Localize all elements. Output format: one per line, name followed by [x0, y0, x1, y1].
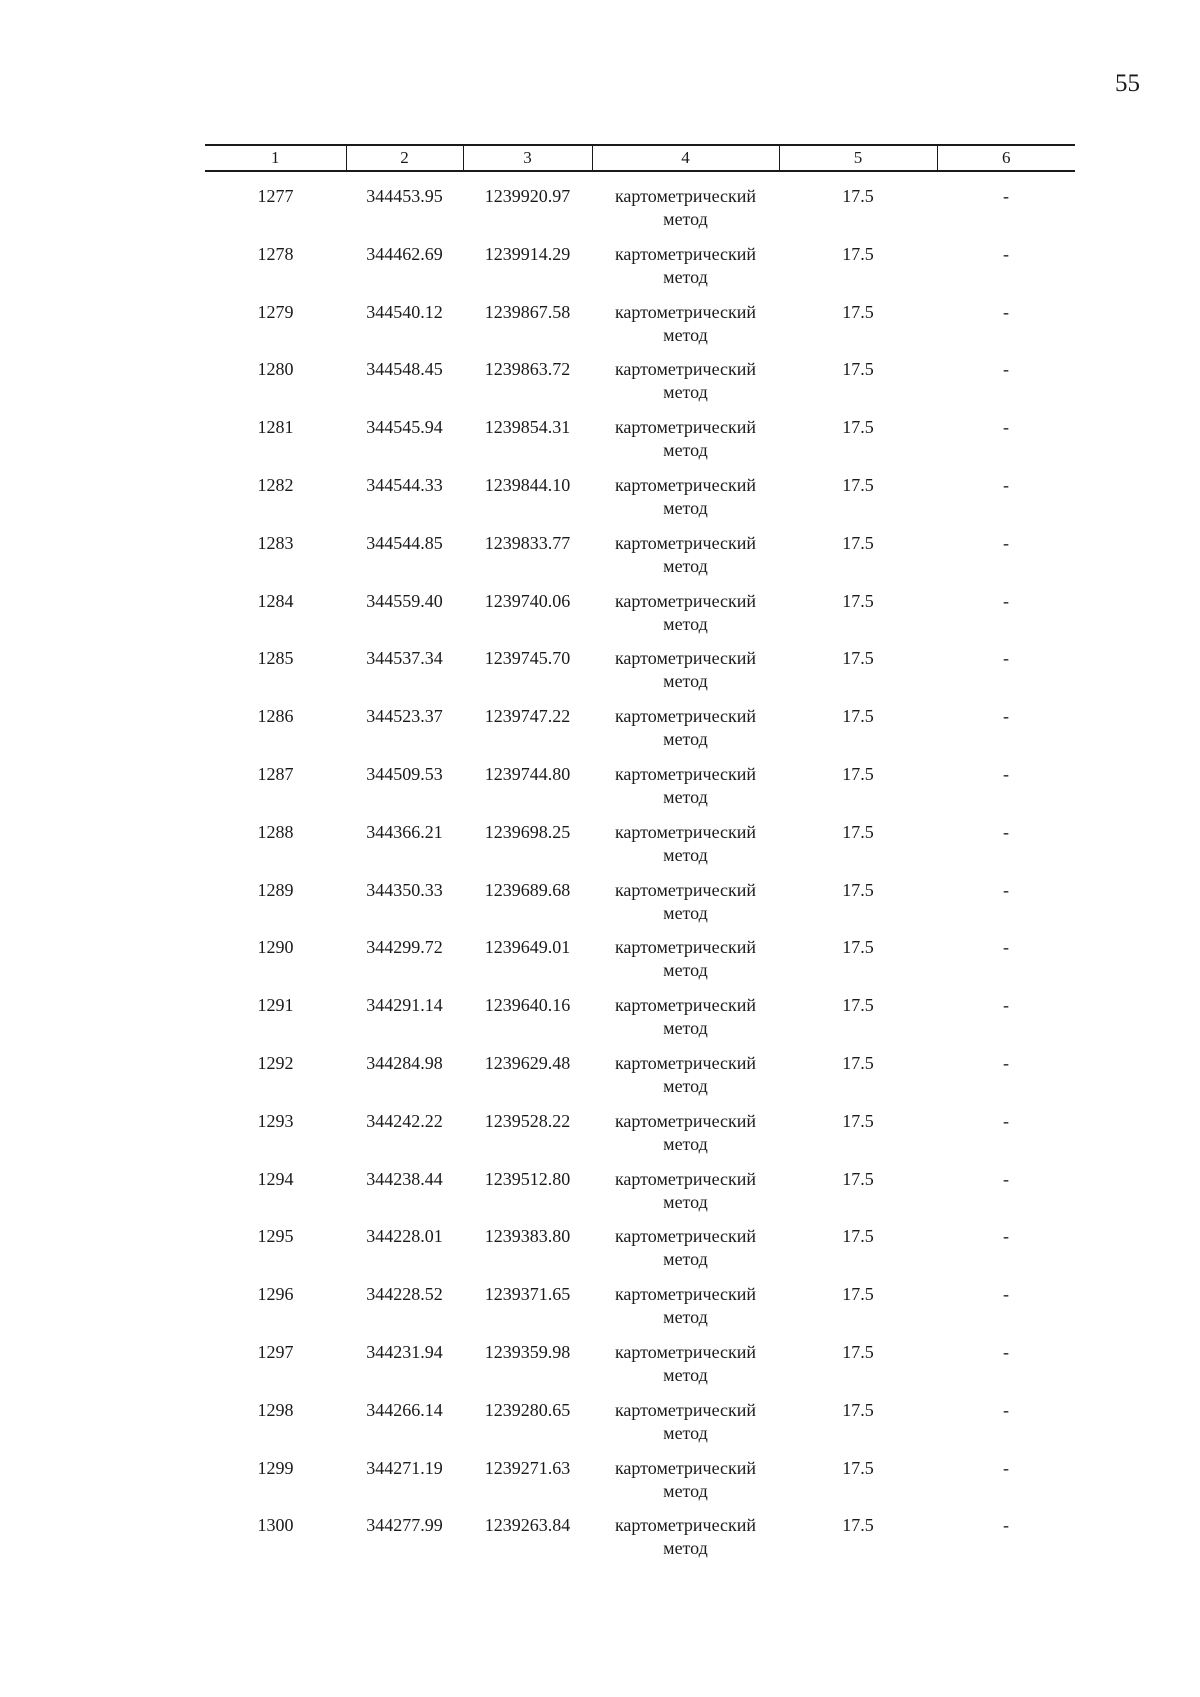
y-coordinate-cell: 1239833.77 [484, 532, 571, 553]
note-cell: - [1003, 1457, 1009, 1478]
note-cell: - [1003, 879, 1009, 900]
method-cell [592, 879, 779, 937]
table-row [205, 994, 1075, 1052]
method-cell [592, 705, 779, 763]
note-cell: - [1003, 359, 1009, 380]
x-coordinate-cell: 344453.95 [366, 186, 443, 206]
method-line-2: метод [663, 382, 708, 403]
note-cell: - [1003, 937, 1009, 958]
y-coordinate-cell: 1239867.58 [484, 301, 571, 322]
error-cell: 17.5 [842, 648, 874, 669]
error-cell: 17.5 [842, 1226, 874, 1247]
x-coordinate-cell: 344548.45 [366, 359, 443, 380]
note-cell: - [1003, 1341, 1009, 1362]
method-line-2: метод [663, 1538, 708, 1559]
error-cell: 17.5 [842, 763, 874, 784]
x-coordinate-cell: 344271.19 [366, 1457, 443, 1478]
point-number-cell: 1293 [257, 1110, 294, 1131]
note-cell: - [1003, 417, 1009, 438]
header-col-1: 1 [205, 145, 346, 171]
y-coordinate-cell: 1239747.22 [484, 706, 571, 727]
x-coordinate-cell: 344523.37 [366, 706, 443, 727]
method-line-2: метод [663, 960, 708, 981]
y-coordinate-cell: 1239740.06 [484, 590, 571, 611]
table-row [205, 936, 1075, 994]
point-number-cell: 1278 [257, 243, 294, 264]
coordinates-table [205, 144, 1075, 1572]
method-line-2: метод [663, 613, 708, 634]
method-cell [592, 1457, 779, 1515]
error-cell: 17.5 [842, 590, 874, 611]
y-coordinate-cell: 1239698.25 [484, 821, 571, 842]
header-col-4: 4 [592, 145, 779, 171]
error-cell: 17.5 [842, 706, 874, 727]
method-line-2: метод [663, 1191, 708, 1212]
method-line-2: метод [663, 844, 708, 865]
point-number-cell: 1291 [257, 995, 294, 1016]
table-row [205, 1341, 1075, 1399]
table-header [205, 145, 1075, 171]
method-line-2: метод [663, 555, 708, 576]
error-cell: 17.5 [842, 359, 874, 380]
method-line-1: картометрический [614, 879, 757, 900]
point-number-cell: 1287 [257, 763, 294, 784]
method-line-2: метод [663, 1133, 708, 1154]
error-cell: 17.5 [842, 937, 874, 958]
x-coordinate-cell: 344544.85 [366, 532, 443, 553]
method-line-1: картометрический [614, 301, 757, 322]
method-line-1: картометрический [614, 821, 757, 842]
y-coordinate-cell: 1239854.31 [484, 417, 571, 438]
point-number-cell: 1277 [257, 186, 294, 206]
table-row [205, 763, 1075, 821]
y-coordinate-cell: 1239844.10 [484, 474, 571, 495]
method-line-1: картометрический [614, 1052, 757, 1073]
method-line-2: метод [663, 1075, 708, 1096]
method-line-2: метод [663, 1249, 708, 1270]
method-cell [592, 1514, 779, 1572]
table-row [205, 1457, 1075, 1515]
method-line-1: картометрический [614, 1341, 757, 1362]
method-line-1: картометрический [614, 186, 757, 206]
table-row [205, 358, 1075, 416]
method-line-1: картометрический [614, 474, 757, 495]
error-cell: 17.5 [842, 1399, 874, 1420]
point-number-cell: 1285 [257, 648, 294, 669]
x-coordinate-cell: 344238.44 [366, 1168, 443, 1189]
table-row [205, 185, 1075, 243]
method-line-1: картометрический [614, 532, 757, 553]
table-row [205, 821, 1075, 879]
note-cell: - [1003, 532, 1009, 553]
y-coordinate-cell: 1239359.98 [484, 1341, 571, 1362]
method-line-1: картометрический [614, 243, 757, 264]
header-col-5: 5 [779, 145, 937, 171]
method-line-1: картометрический [614, 763, 757, 784]
method-cell [592, 474, 779, 532]
point-number-cell: 1281 [257, 417, 294, 438]
method-cell [592, 994, 779, 1052]
method-cell [592, 1283, 779, 1341]
method-cell [592, 532, 779, 590]
y-coordinate-cell: 1239629.48 [484, 1052, 571, 1073]
header-row [205, 145, 1075, 171]
note-cell: - [1003, 1399, 1009, 1420]
x-coordinate-cell: 344537.34 [366, 648, 443, 669]
note-cell: - [1003, 1284, 1009, 1305]
method-cell [592, 1168, 779, 1226]
x-coordinate-cell: 344228.01 [366, 1226, 443, 1247]
method-line-1: картометрический [614, 995, 757, 1016]
y-coordinate-cell: 1239383.80 [484, 1226, 571, 1247]
table-row [205, 1225, 1075, 1283]
error-cell: 17.5 [842, 1457, 874, 1478]
x-coordinate-cell: 344462.69 [366, 243, 443, 264]
y-coordinate-cell: 1239744.80 [484, 763, 571, 784]
page-number: 55 [1115, 70, 1140, 97]
table-row [205, 879, 1075, 937]
method-line-2: метод [663, 324, 708, 345]
method-line-2: метод [663, 497, 708, 518]
method-line-2: метод [663, 1018, 708, 1039]
point-number-cell: 1288 [257, 821, 294, 842]
method-line-1: картометрический [614, 937, 757, 958]
error-cell: 17.5 [842, 1341, 874, 1362]
method-line-2: метод [663, 440, 708, 461]
table-row [205, 416, 1075, 474]
method-line-1: картометрический [614, 417, 757, 438]
method-line-1: картометрический [614, 1168, 757, 1189]
note-cell: - [1003, 1110, 1009, 1131]
table-body [205, 171, 1075, 1572]
point-number-cell: 1299 [257, 1457, 294, 1478]
x-coordinate-cell: 344509.53 [366, 763, 443, 784]
note-cell: - [1003, 186, 1009, 206]
point-number-cell: 1289 [257, 879, 294, 900]
table-row [205, 301, 1075, 359]
method-line-2: метод [663, 1480, 708, 1501]
point-number-cell: 1286 [257, 706, 294, 727]
method-cell [592, 301, 779, 359]
method-line-2: метод [663, 902, 708, 923]
table-row [205, 1514, 1075, 1572]
note-cell: - [1003, 821, 1009, 842]
x-coordinate-cell: 344299.72 [366, 937, 443, 958]
method-line-1: картометрический [614, 359, 757, 380]
x-coordinate-cell: 344544.33 [366, 474, 443, 495]
error-cell: 17.5 [842, 186, 874, 206]
y-coordinate-cell: 1239745.70 [484, 648, 571, 669]
method-line-1: картометрический [614, 648, 757, 669]
y-coordinate-cell: 1239263.84 [484, 1515, 571, 1536]
point-number-cell: 1295 [257, 1226, 294, 1247]
x-coordinate-cell: 344242.22 [366, 1110, 443, 1131]
header-col-6: 6 [937, 145, 1075, 171]
x-coordinate-cell: 344277.99 [366, 1515, 443, 1536]
table-row [205, 1283, 1075, 1341]
y-coordinate-cell: 1239649.01 [484, 937, 571, 958]
method-line-2: метод [663, 1307, 708, 1328]
error-cell: 17.5 [842, 243, 874, 264]
point-number-cell: 1297 [257, 1341, 294, 1362]
x-coordinate-cell: 344545.94 [366, 417, 443, 438]
error-cell: 17.5 [842, 1168, 874, 1189]
x-coordinate-cell: 344266.14 [366, 1399, 443, 1420]
note-cell: - [1003, 1515, 1009, 1536]
point-number-cell: 1294 [257, 1168, 294, 1189]
table-row [205, 647, 1075, 705]
method-line-1: картометрический [614, 706, 757, 727]
error-cell: 17.5 [842, 474, 874, 495]
y-coordinate-cell: 1239280.65 [484, 1399, 571, 1420]
y-coordinate-cell: 1239914.29 [484, 243, 571, 264]
y-coordinate-cell: 1239512.80 [484, 1168, 571, 1189]
note-cell: - [1003, 1168, 1009, 1189]
table-row [205, 590, 1075, 648]
note-cell: - [1003, 648, 1009, 669]
point-number-cell: 1290 [257, 937, 294, 958]
method-line-1: картометрический [614, 1284, 757, 1305]
table-row [205, 474, 1075, 532]
y-coordinate-cell: 1239640.16 [484, 995, 571, 1016]
method-cell [592, 1399, 779, 1457]
table-row [205, 1110, 1075, 1168]
table-row [205, 1399, 1075, 1457]
y-coordinate-cell: 1239920.97 [484, 186, 571, 206]
note-cell: - [1003, 243, 1009, 264]
method-line-1: картометрический [614, 1457, 757, 1478]
point-number-cell: 1280 [257, 359, 294, 380]
method-cell [592, 416, 779, 474]
method-cell [592, 647, 779, 705]
method-line-2: метод [663, 671, 708, 692]
method-cell [592, 358, 779, 416]
point-number-cell: 1279 [257, 301, 294, 322]
method-line-2: метод [663, 266, 708, 287]
note-cell: - [1003, 301, 1009, 322]
method-cell [592, 1341, 779, 1399]
method-cell [592, 243, 779, 301]
method-line-2: метод [663, 209, 708, 229]
method-line-2: метод [663, 1422, 708, 1443]
x-coordinate-cell: 344350.33 [366, 879, 443, 900]
table-row [205, 1168, 1075, 1226]
point-number-cell: 1284 [257, 590, 294, 611]
x-coordinate-cell: 344291.14 [366, 995, 443, 1016]
point-number-cell: 1298 [257, 1399, 294, 1420]
error-cell: 17.5 [842, 1052, 874, 1073]
method-line-1: картометрический [614, 590, 757, 611]
error-cell: 17.5 [842, 1284, 874, 1305]
note-cell: - [1003, 763, 1009, 784]
x-coordinate-cell: 344284.98 [366, 1052, 443, 1073]
header-gap [205, 171, 1075, 185]
x-coordinate-cell: 344559.40 [366, 590, 443, 611]
method-cell [592, 590, 779, 648]
note-cell: - [1003, 706, 1009, 727]
note-cell: - [1003, 474, 1009, 495]
method-line-2: метод [663, 1364, 708, 1385]
point-number-cell: 1282 [257, 474, 294, 495]
y-coordinate-cell: 1239371.65 [484, 1284, 571, 1305]
point-number-cell: 1296 [257, 1284, 294, 1305]
note-cell: - [1003, 1226, 1009, 1247]
method-line-1: картометрический [614, 1226, 757, 1247]
y-coordinate-cell: 1239271.63 [484, 1457, 571, 1478]
point-number-cell: 1292 [257, 1052, 294, 1073]
y-coordinate-cell: 1239863.72 [484, 359, 571, 380]
method-cell [592, 1225, 779, 1283]
method-cell [592, 763, 779, 821]
error-cell: 17.5 [842, 301, 874, 322]
method-cell [592, 185, 779, 243]
y-coordinate-cell: 1239689.68 [484, 879, 571, 900]
error-cell: 17.5 [842, 1515, 874, 1536]
method-line-2: метод [663, 729, 708, 750]
table-row [205, 243, 1075, 301]
point-number-cell: 1283 [257, 532, 294, 553]
method-line-1: картометрический [614, 1515, 757, 1536]
x-coordinate-cell: 344231.94 [366, 1341, 443, 1362]
method-cell [592, 936, 779, 994]
x-coordinate-cell: 344366.21 [366, 821, 443, 842]
header-col-3: 3 [463, 145, 592, 171]
method-cell [592, 1052, 779, 1110]
method-line-2: метод [663, 786, 708, 807]
note-cell: - [1003, 995, 1009, 1016]
point-number-cell: 1300 [257, 1515, 294, 1536]
x-coordinate-cell: 344540.12 [366, 301, 443, 322]
method-cell [592, 821, 779, 879]
note-cell: - [1003, 590, 1009, 611]
error-cell: 17.5 [842, 879, 874, 900]
table-row [205, 1052, 1075, 1110]
error-cell: 17.5 [842, 417, 874, 438]
table-row [205, 532, 1075, 590]
method-line-1: картометрический [614, 1399, 757, 1420]
header-col-2: 2 [346, 145, 463, 171]
table-row [205, 705, 1075, 763]
method-line-1: картометрический [614, 1110, 757, 1131]
y-coordinate-cell: 1239528.22 [484, 1110, 571, 1131]
error-cell: 17.5 [842, 1110, 874, 1131]
method-cell [592, 1110, 779, 1168]
error-cell: 17.5 [842, 532, 874, 553]
note-cell: - [1003, 1052, 1009, 1073]
error-cell: 17.5 [842, 995, 874, 1016]
x-coordinate-cell: 344228.52 [366, 1284, 443, 1305]
error-cell: 17.5 [842, 821, 874, 842]
